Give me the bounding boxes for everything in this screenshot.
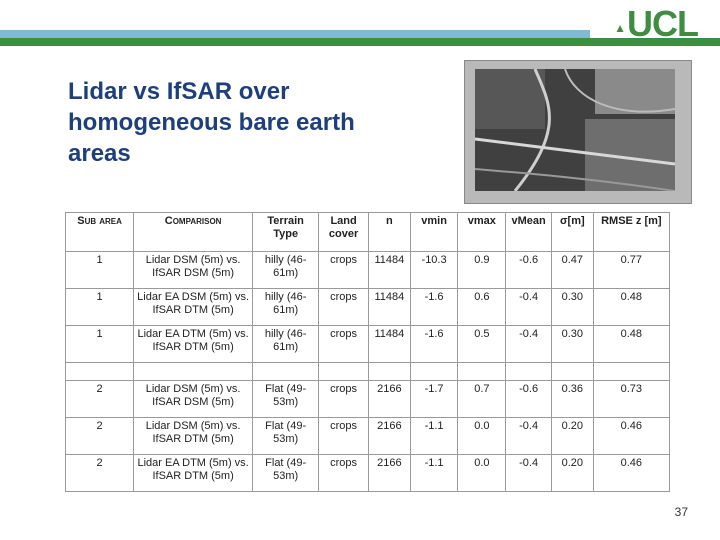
table-cell: -1.6 [410,326,458,363]
aerial-photo [475,69,675,191]
table-cell: 0.36 [552,381,594,418]
table-cell: 1 [66,289,134,326]
table-cell [369,363,411,381]
table-cell: 0.46 [593,455,669,492]
header-stripe-blue [0,30,590,38]
table-cell: -0.4 [506,455,552,492]
table-cell: 2166 [369,455,411,492]
table-cell: 0.47 [552,252,594,289]
table-cell: crops [319,381,369,418]
table-cell [319,363,369,381]
table-cell: -0.4 [506,289,552,326]
table-cell: 2166 [369,381,411,418]
table-cell: Flat (49-53m) [253,455,319,492]
table-cell: hilly (46-61m) [253,289,319,326]
slide-title: Lidar vs IfSAR over homogeneous bare earth areas [68,78,355,167]
table-cell: 11484 [369,289,411,326]
table-cell: -1.6 [410,289,458,326]
table-cell: crops [319,252,369,289]
ucl-logo [614,3,698,44]
header-bar [0,0,720,46]
table-cell: -1.1 [410,455,458,492]
table-row-spacer [66,363,670,381]
aerial-image [464,60,692,204]
table-cell [410,363,458,381]
comparison-table [65,212,670,506]
table-row [66,455,670,492]
table-cell: 0.30 [552,326,594,363]
table-cell: 0.73 [593,381,669,418]
table-cell: 2166 [369,418,411,455]
table-cell: crops [319,418,369,455]
table-cell: 0.20 [552,455,594,492]
table-cell: -0.4 [506,326,552,363]
table-cell [593,363,669,381]
table-cell: Lidar DSM (5m) vs. IfSAR DTM (5m) [134,418,253,455]
table-cell: 1 [66,252,134,289]
table-cell: 0.77 [593,252,669,289]
table-cell [134,363,253,381]
col-header: RMSE z [m] [593,213,669,252]
table-cell: hilly (46-61m) [253,326,319,363]
table-cell: 0.9 [458,252,506,289]
table-cell: hilly (46-61m) [253,252,319,289]
header-stripe-green [0,38,720,46]
logo-text: UCL [627,3,698,44]
table-cell: Flat (49-53m) [253,418,319,455]
table-row [66,381,670,418]
table-cell: Flat (49-53m) [253,381,319,418]
table-cell: Lidar DSM (5m) vs. IfSAR DSM (5m) [134,381,253,418]
col-header: n [369,213,411,252]
table-cell: Lidar EA DTM (5m) vs. IfSAR DTM (5m) [134,455,253,492]
table-row [66,252,670,289]
col-header: vmin [410,213,458,252]
table-cell [458,363,506,381]
table-cell: 2 [66,381,134,418]
col-header: Comparison [134,213,253,252]
table-cell: 2 [66,455,134,492]
col-header: Land cover [319,213,369,252]
table-header-row [66,213,670,252]
col-header: Sub area [66,213,134,252]
table-cell: 1 [66,326,134,363]
table-cell: 0.0 [458,418,506,455]
table-cell: Lidar DSM (5m) vs. IfSAR DSM (5m) [134,252,253,289]
table-cell: -1.1 [410,418,458,455]
table-cell: 0.7 [458,381,506,418]
table-cell: 11484 [369,252,411,289]
table-cell: crops [319,455,369,492]
aerial-image-graphic [475,69,675,191]
table-cell: 11484 [369,326,411,363]
table-cell: -1.7 [410,381,458,418]
table-cell [253,363,319,381]
col-header: σ[m] [552,213,594,252]
table-cell: 0.30 [552,289,594,326]
table-cell: Lidar EA DSM (5m) vs. IfSAR DTM (5m) [134,289,253,326]
table-cell: 0.48 [593,326,669,363]
table-cell: 0.20 [552,418,594,455]
table-cell: 0.0 [458,455,506,492]
table-row [66,418,670,455]
table-cell: 2 [66,418,134,455]
table-cell: -0.6 [506,381,552,418]
table-cell: -0.6 [506,252,552,289]
logo-triangle-icon: ▲ [614,21,625,35]
table-cell: Lidar EA DTM (5m) vs. IfSAR DTM (5m) [134,326,253,363]
table-cell: 0.5 [458,326,506,363]
table-row [66,326,670,363]
col-header: vmax [458,213,506,252]
table-cell: 0.48 [593,289,669,326]
table-cell [552,363,594,381]
col-header: vMean [506,213,552,252]
table-cell: -10.3 [410,252,458,289]
table-cell [66,363,134,381]
col-header: Terrain Type [253,213,319,252]
table-cell: crops [319,326,369,363]
table-cell: crops [319,289,369,326]
table-row [66,289,670,326]
table-cell: -0.4 [506,418,552,455]
table-cell [506,363,552,381]
table-cell: 0.46 [593,418,669,455]
table-cell: 0.6 [458,289,506,326]
page-number: 37 [674,505,688,519]
